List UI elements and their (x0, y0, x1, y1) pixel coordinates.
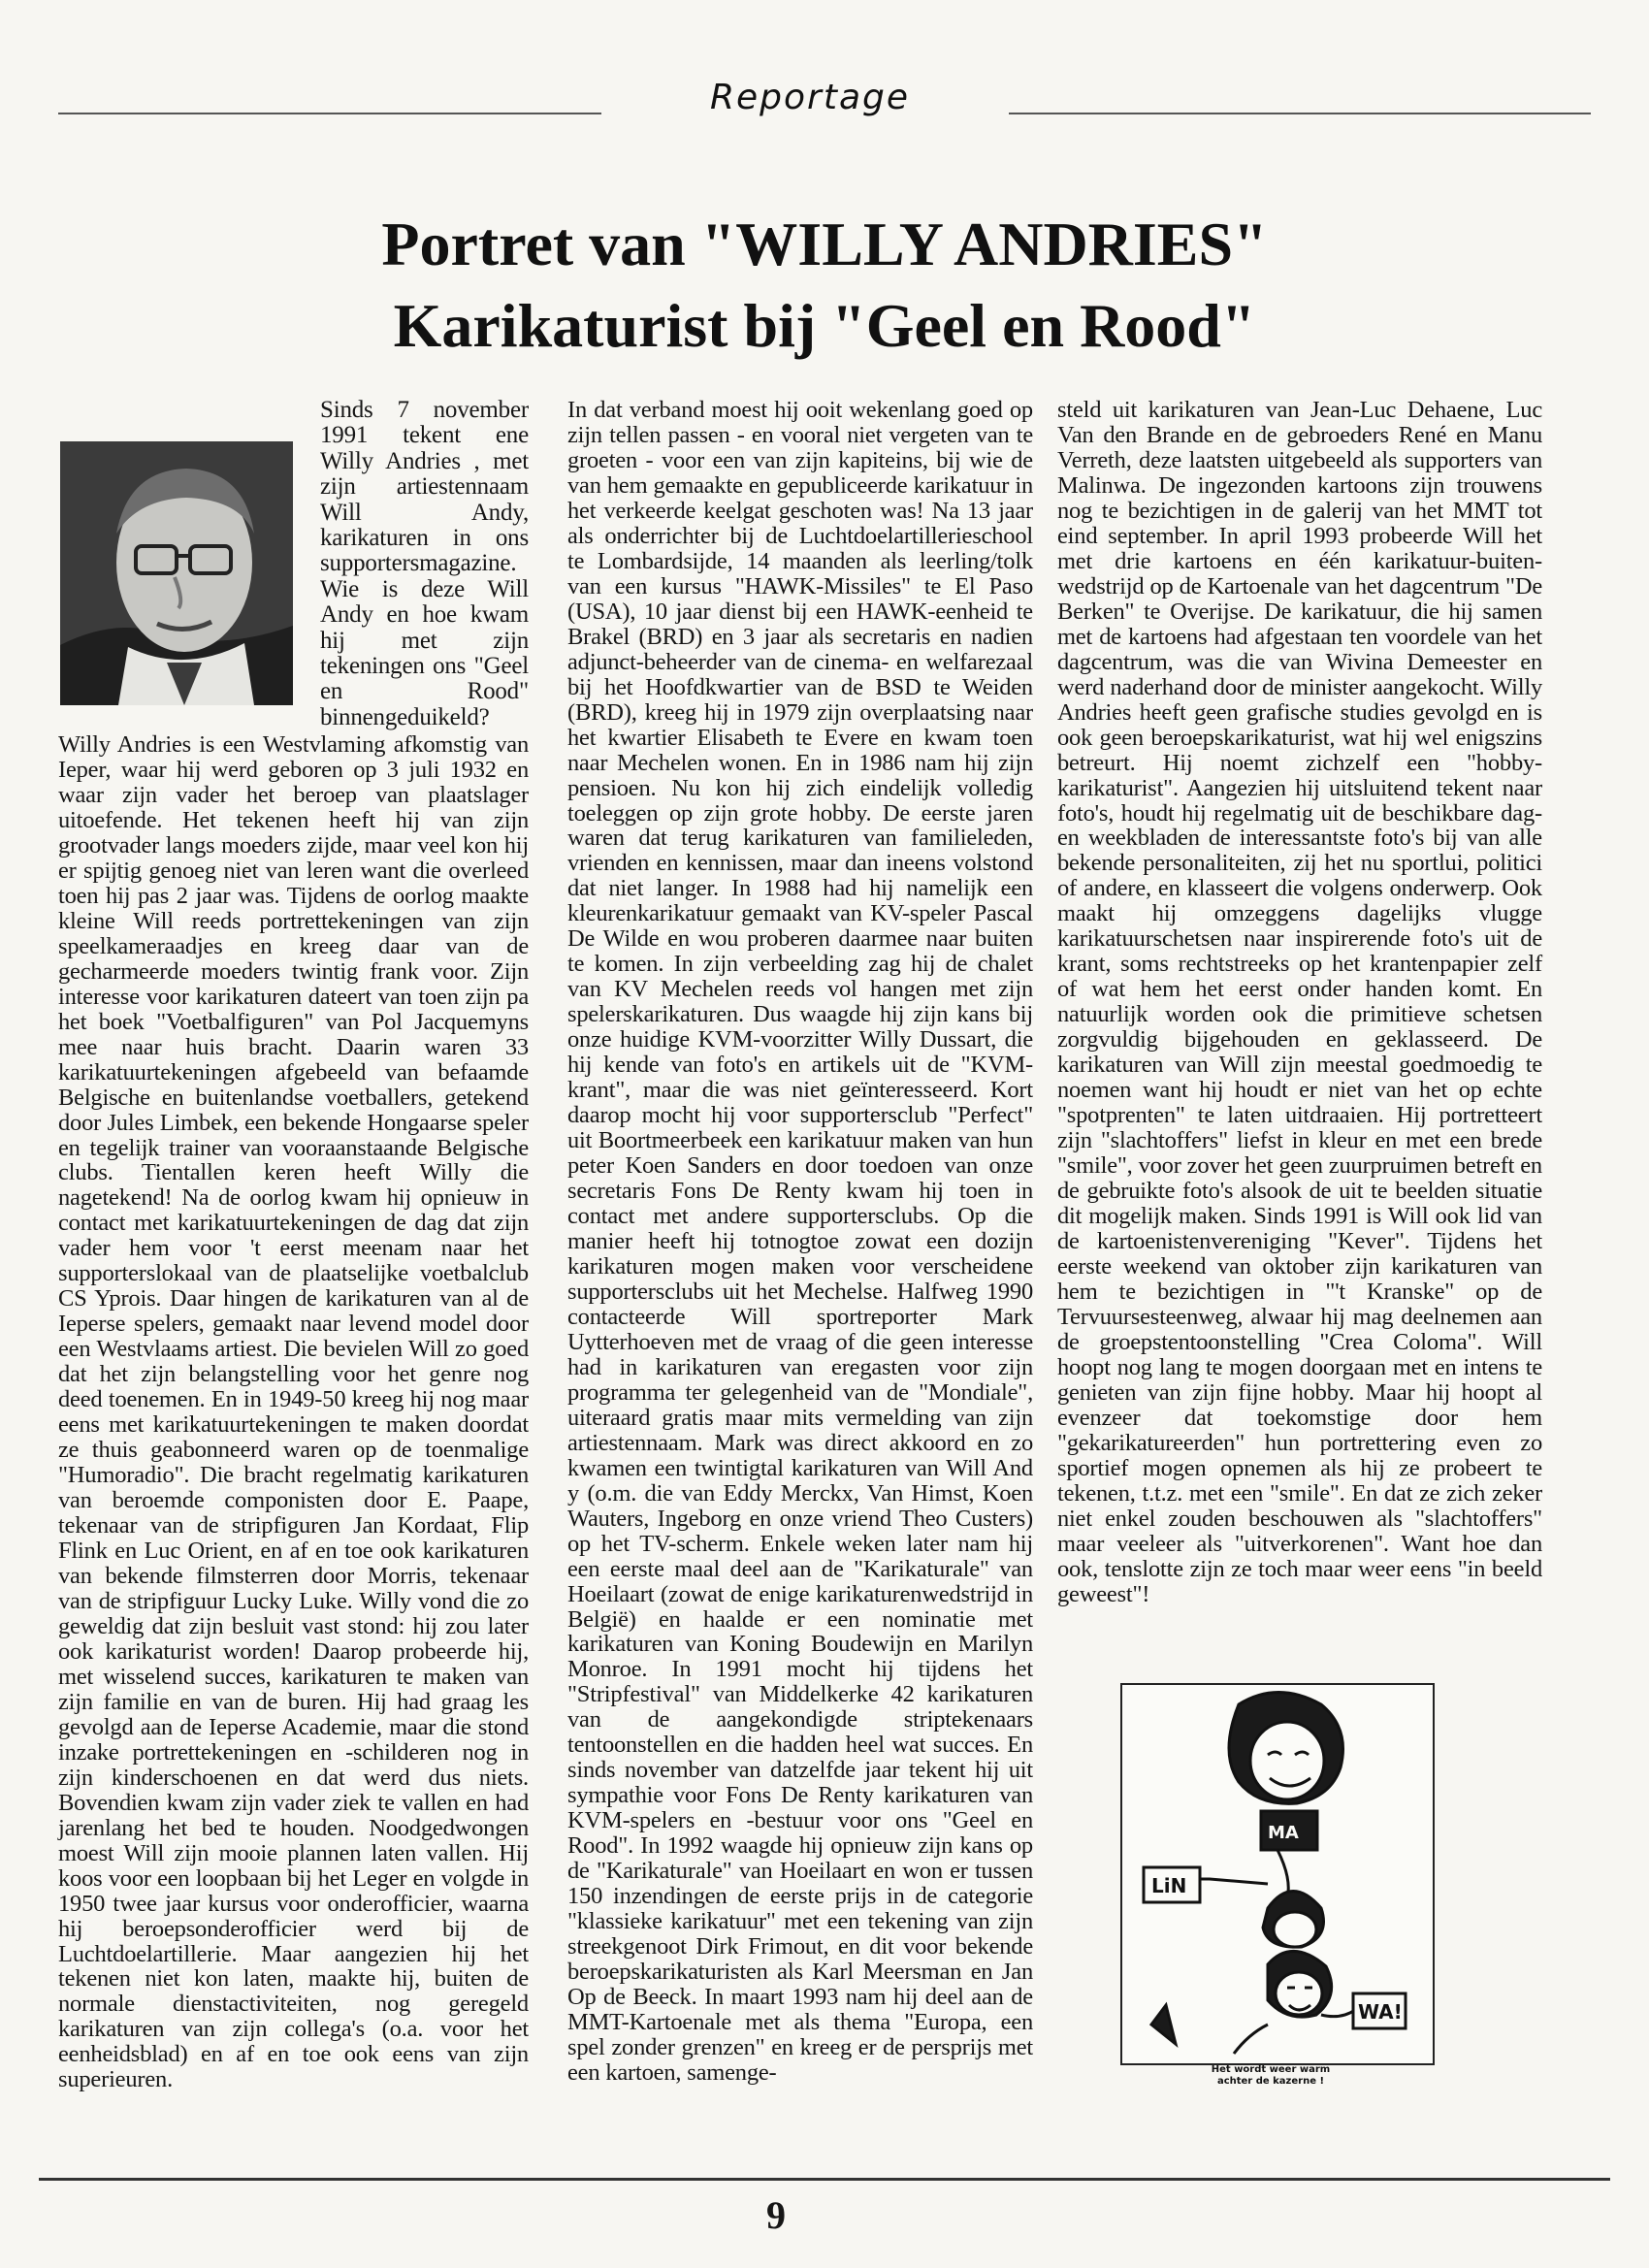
cartoon-sign-bottom: WA! (1358, 2000, 1403, 2024)
article-column-3 (1057, 398, 1542, 1649)
header-rule-left (58, 113, 601, 114)
column-2-text: In dat verband moest hij ooit wekenlang goed op zijn tellen passen - en vooral niet vergeten van te groeten - voor een van zijn kapiteins, bij wie de van hem gemaakte en gepubliceerde karikatuur in het verkeerde keelgat geschoten was! Na 13 jaar als onderrichter bij de Luchtdoelartillerieschool te Lombardsijde, 14 maanden als leerling/tolk van een kursus "HAWK-Missiles" te El Paso (USA), 10 jaar dienst bij een HAWK-eenheid te Brakel (BRD) en 3 jaar als secretaris en nadien adjunct-beheerder van de cinema- en welfarezaal bij het Hoofdkwartier van de BSD te Weiden (BRD), kreeg hij in 1979 zijn overplaatsing naar het kwartier Elisabeth te Evere en kwam toen naar Mechelen wonen. En in 1986 nam hij zijn pensioen. Nu kon hij zich eindelijk volledig toeleggen op zijn grote hobby. De eerste jaren waren dat terug karikaturen van familieleden, vrienden en kennissen, maar dan ineens volstond dat niet langer. In 1988 had hij namelijk een kleurenkarikatuur gemaakt van KV-speler Pascal De Wilde en wou proberen daarmee naar buiten te komen. In zijn verbeelding zag hij de chalet van KV Mechelen reeds vol hangen met zijn spelerskarikaturen. Dus waagde hij zijn kans bij onze huidige KVM-voorzitter Willy Dussart, die hij kende van foto's en artikels uit de "KVM-krant", maar die was niet geïnteresseerd. Kort daarop mocht hij voor supportersclub "Perfect" uit Boortmeerbeek een karikatuur maken van hun peter Koen Sanders en door toedoen van onze secretaris Fons De Renty kwam hij toen in contact met andere supportersclubs. Op die manier heeft hij totnogtoe zowat een dozijn karikaturen mogen maken voor verscheidene supportersclubs uit het Mechelse. Halfweg 1990 contacteerde Will sportreporter Mark Uytterhoeven met de vraag of die geen interesse had in karikaturen van eregasten voor zijn programma ter gelegenheid van de "Mondiale", uiteraard gratis maar mits vermelding van zijn artiestennaam. Mark was direct akkoord en zo kwamen een twintigtal karikaturen van Will And y (o.m. die van Eddy Merckx, Van Himst, Koen Wauters, Ingeborg en onze vriend Theo Custers) op het TV-scherm. Enkele weken later nam hij een eerste maal deel aan de "Karikaturale" van Hoeilaart (zowat de enige karikaturenwedstrijd in België) en haalde er een nominatie met karikaturen van Koning Boudewijn en Marilyn Monroe. In 1991 mocht hij tijdens het "Stripfestival" van Middelkerke 42 karikaturen van de aangekondigde striptekenaars tentoonstellen en die hadden heel wat succes. En sinds november van datzelfde jaar tekent hij uit sympathie voor Fons De Renty karikaturen van KVM-spelers en -bestuur voor ons "Geel en Rood". In 1992 waagde hij opnieuw zijn kans op de "Karikaturale" van Hoeilaart en won er tussen 150 inzendingen de eerste prijs in de categorie "klassieke karikatuur" met een tekening van zijn streekgenoot Dirk Frimout, en dit voor bekende beroepskarikaturisten als Karl Meersman en Jan Op de Beeck. In maart 1993 nam hij deel aan de MMT-Kartoenale met als thema "Europa, een spel zonder grenzen" en kreeg er de persprijs met een kartoen, samenge- (567, 397, 1033, 2086)
cartoon-caption (1154, 2064, 1387, 2088)
headline-line-2: Karikaturist bij "Geel en Rood" (393, 291, 1256, 360)
article-column-1 (58, 732, 529, 2110)
headline-line-1: Portret van "WILLY ANDRIES" (381, 210, 1268, 278)
column-3-text: steld uit karikaturen van Jean-Luc Dehaene, Luc Van den Brande en de gebroeders René en Manu Verreth, deze laatsten uitgebeeld als supporters van Malinwa. De ingezonden kartoons zijn trouwens nog te bezichtigen in de galerij van het MMT tot eind september. In april 1993 probeerde Will het met drie kartoens en één karikatuur-buiten-wedstrijd op de Kartoenale van het dagcentrum "De Berken" te Overijse. De karikatuur, die hij samen met de kartoens had afgestaan ten voordele van het dagcentrum, was die van Wivina Demeester en werd naderhand door de minister aangekocht. Willy Andries heeft geen grafische studies gevolgd en is ook geen beroepskarikaturist, wat hij wel enigszins betreurt. Hij noemt zichzelf een "hobby-karikaturist". Aangezien hij uitsluitend tekent naar foto's, houdt hij regelmatig uit de beschikbare dag- en weekbladen de interessantste foto's bij van alle bekende personaliteiten, zij het nu sportlui, politici of andere, en klasseert die volgens onderwerp. Ook maakt hij omzeggens dagelijks vlugge karikatuurschetsen naar inspirerende foto's uit de krant, soms rechtstreeks op het krantenpapier zelf of wat hem het eerst onder handen komt. En natuurlijk worden ook die primitieve schetsen zorgvuldig bijgehouden en geklasseerd. De karikaturen van Will zijn meestal goedmoedig te noemen want hij houdt er niet van het op echte "spotprenten" te laten uitdraaien. Hij portretteert zijn "slachtoffers" liefst in kleur en met een brede "smile", voor zover het geen zuurpruimen betreft en de gebruikte foto's alsook de uit te beelden situatie dit mogelijk maken. Sinds 1991 is Will ook lid van de kartoenistenvereniging "Kever". Tijdens het eerste weekend van oktober zijn karikaturen van hem te bezichtigen in "'t Kranske" op de Tervuursesteenweg, alwaar hij mag deelnemen aan de groepstentoonstelling "Crea Coloma". Will hoopt nog lang te mogen doorgaan met en intens te genieten van zijn fijne hobby. Maar hij hoopt al evenzeer dat toekomstige door hem "gekarikatureerden" hun portrettering even zo sportief mogen opnemen als hij ze probeert te tekenen, t.t.z. met een "smile". En dat ze zich zeker niet enkel zouden beschouwen als "slachtoffers" maar veeleer als "uitverkorenen". Want hoe dan ook, tenslotte zijn ze toch maar weer eens "in beeld geweest"! (1057, 397, 1542, 1607)
section-label: Reportage (709, 78, 910, 117)
caricature-cartoon (1120, 1683, 1435, 2065)
caricature-drawing (1122, 1685, 1433, 2063)
portrait-photo-graphic (60, 441, 293, 705)
article-headline (194, 204, 1455, 367)
article-intro (320, 398, 529, 730)
page-number: 9 (766, 2193, 786, 2237)
portrait-photo (60, 441, 293, 705)
cartoon-sign-left: LiN (1151, 1874, 1187, 1897)
cartoon-caption-line-2: achter de kazerne ! (1216, 2076, 1325, 2087)
intro-paragraph: Sinds 7 november 1991 tekent ene Willy Andries , met zijn artiestennaam Will Andy, karikaturen in ons supportersmagazine. Wie is deze Will Andy en hoe kwam hij met zijn tekeningen ons "Geel en Rood" binnengeduikeld? (320, 397, 529, 730)
cartoon-sign-top: MA (1268, 1823, 1299, 1843)
cartoon-caption-line-1: Het wordt weer warm (1211, 2064, 1331, 2075)
column-1-text: Willy Andries is een Westvlaming afkomstig van Ieper, waar hij werd geboren op 3 juli 1932 en waar zijn vader het beroep van plaatslager uitoefende. Het tekenen heeft hij van zijn grootvader langs moeders zijde, maar veel kon hij er spijtig genoeg niet van leren want die overleed toen hij pas 2 jaar was. Tijdens de oorlog maakte kleine Will reeds portrettekeningen van zijn speelkameraadjes en kreeg daar van de gecharmeerde moeders twintig frank voor. Zijn interesse voor karikaturen dateert van toen zijn pa het boek "Voetbalfiguren" van Pol Jacquemyns mee naar huis bracht. Daarin waren 33 karikatuurtekeningen afgebeeld van befaamde Belgische en buitenlandse voetballers, getekend door Jules Limbek, een bekende Hongaarse speler en tegelijk trainer van vooraanstaande Belgische clubs. Tientallen keren heeft Willy die nagetekend! Na de oorlog kwam hij opnieuw in contact met karikatuurtekeningen de dag dat zijn vader hem voor 't eerst meenam naar het supporterslokaal van de plaatselijke voetbalclub CS Yprois. Daar hingen de karikaturen van al de Ieperse spelers, gemaakt naar levend model door een Westvlaams artiest. Die bevielen Will zo goed dat het zijn belangstelling voor het genre nog deed toenemen. En in 1949-50 kreeg hij nog maar eens met karikatuurtekeningen te maken doordat ze thuis geabonneerd waren op de toenmalige "Humoradio". Die bracht regelmatig karikaturen van beroemde componisten door E. Paape, tekenaar van de stripfiguren Jan Kordaat, Flip Flink en Luc Orient, en af en toe ook karikaturen van bekende filmsterren door Morris, tekenaar van de stripfiguur Lucky Luke. Willy vond die zo geweldig dat zijn besluit vast stond: hij zou later ook karikaturist worden! Daarop probeerde hij, met wisselend succes, karikaturen te maken van zijn familie en van de buren. Hij had graag les gevolgd aan de Ieperse Academie, maar die stond inzake portrettekeningen en -schilderen nog in zijn kinderschoenen en dat werd dus niets. Bovendien kwam zijn vader ziek te vallen en had jarenlang het bed te houden. Noodgedwongen moest Will zijn mooie plannen laten vallen. Hij koos voor een loopbaan bij het Leger en volgde in 1950 twee jaar kursus voor onderofficier, waarna hij beroepsonderofficier werd bij de Luchtdoelartillerie. Maar aangezien hij het tekenen niet kon laten, maakte hij, buiten de normale dienstactiviteiten, nog geregeld karikaturen van zijn collega's (o.a. voor het eenheidsblad) en af en toe ook eens van zijn superieuren. (58, 731, 529, 2093)
footer-rule (39, 2178, 1610, 2181)
header-rule-right (1009, 113, 1591, 114)
article-column-2 (567, 398, 1033, 2134)
